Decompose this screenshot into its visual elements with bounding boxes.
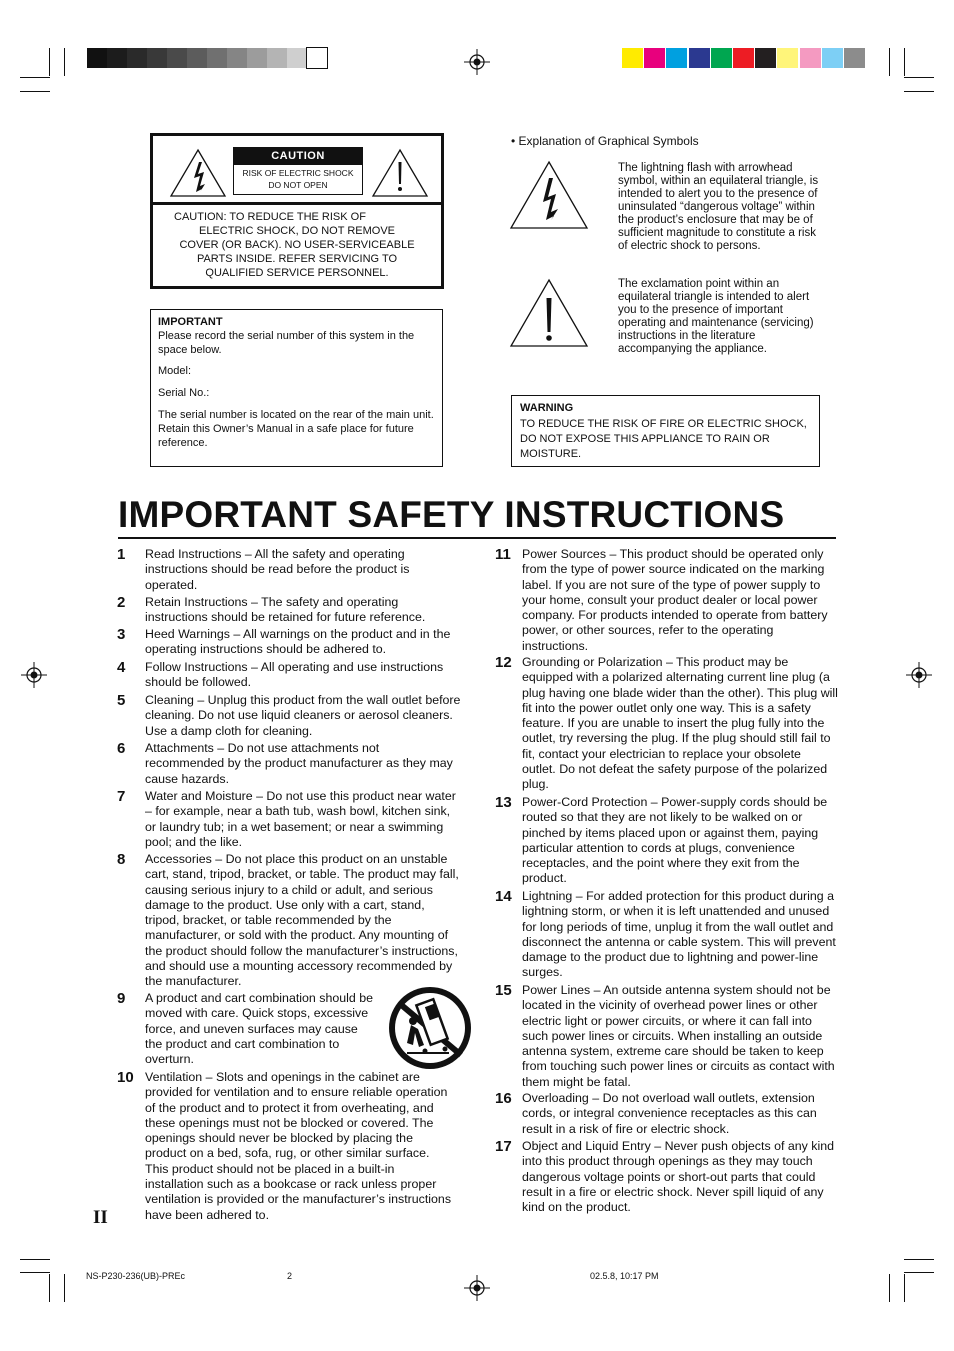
instruction-number: 6: [117, 740, 126, 757]
title-divider: [118, 537, 836, 539]
registration-mark-icon: [464, 1275, 490, 1301]
retain-manual-text: Retain this Owner’s Manual in a safe place for future reference.: [158, 423, 414, 449]
instruction-text: Grounding or Polarization – This product may be equipped with a polarized alternating current line plug (a plug having one blade wider than the other). This plug will fit into the power outlet only one way. This is a safety feature. If you are unable to insert the plug fully into the outlet, try reversing the plug. If the plug should still fail to fit, contact your electrician to replace your obsolete outlet. Do not defeat the safety purpose of the polarized plug.: [522, 655, 838, 792]
instruction-number: 1: [117, 546, 126, 563]
color-swatch: [733, 48, 754, 68]
registration-mark-icon: [906, 662, 932, 688]
caution-box: [150, 133, 444, 289]
color-swatch: [107, 48, 127, 68]
instruction-number: 16: [495, 1090, 512, 1107]
instruction-number: 5: [117, 692, 126, 709]
instruction-text: Water and Moisture – Do not use this product near water – for example, near a bath tub, wash bowl, kitchen sink, or laundry tub; in a wet basement; or near a swimming pool; and the like.: [145, 789, 456, 849]
caution-label: [233, 147, 363, 195]
caution-sub-line: DO NOT OPEN: [268, 180, 328, 190]
color-swatch: [167, 48, 187, 68]
exclamation-symbol-explanation: The exclamation point within an equilateral triangle is intended to alert you to the presence of important operating and maintenance (servicing) instructions in the literature accompanying the appliance.: [618, 278, 814, 355]
caution-text-line: PARTS INSIDE. REFER SERVICING TO: [196, 253, 398, 265]
footer-page-number: 2: [287, 1271, 293, 1281]
caution-text-line: ELECTRIC SHOCK, DO NOT REMOVE: [199, 225, 395, 237]
color-swatch: [822, 48, 843, 68]
instruction-text: Accessories – Do not place this product on an unstable cart, stand, tripod, bracket, or table. The product may fall, causing serious injury to a child or adult, and serious damage to the product. Use only with a cart, stand, tripod, bracket, or table recommended by the manufacturer, or sold with the product. Any mounting of the product should follow the manufacturer’s instructions, and should use a mounting accessory recommended by the manufacturer.: [145, 852, 459, 989]
instruction-number: 15: [495, 982, 512, 999]
instruction-text: Retain Instructions – The safety and operating instructions should be retained for future reference.: [145, 595, 426, 625]
color-swatch: [777, 48, 798, 68]
instruction-text: A product and cart combination should be moved with care. Quick stops, excessive force, and uneven surfaces may cause the product and cart combination to overturn.: [145, 991, 373, 1067]
color-swatch: [247, 48, 267, 68]
caution-text-line: CAUTION: TO REDUCE THE RISK OF: [174, 211, 366, 223]
serial-field-label: Serial No.:: [158, 387, 210, 399]
instruction-number: 7: [117, 788, 126, 805]
instruction-number: 11: [495, 546, 511, 563]
instruction-text: Power Sources – This product should be operated only from the type of power source indicated on the marking label. If you are not sure of the type of power supply to your home, consult your product dealer or local power company. For products intended to operate from battery power, or other sources, refer to the operating instructions.: [522, 547, 828, 653]
exclamation-warning-icon: [371, 148, 429, 198]
warning-heading: WARNING: [520, 402, 574, 414]
important-heading: IMPORTANT: [158, 316, 223, 328]
serial-location-text: The serial number is located on the rear of the main unit.: [158, 409, 434, 421]
instruction-number: 12: [495, 654, 512, 671]
footer-document-code: NS-P230-236(UB)-PREc: [86, 1271, 186, 1281]
color-swatch: [622, 48, 643, 68]
color-swatch: [207, 48, 227, 68]
instruction-text: Heed Warnings – All warnings on the product and in the operating instructions should be adhered to.: [145, 627, 451, 657]
instruction-number: 4: [117, 659, 126, 676]
instruction-text: Object and Liquid Entry – Never push objects of any kind into this product through openings as they may touch dangerous voltage points or short-out parts that could result in a fire or electric shock. Never spill liquid of any kind on the product.: [522, 1139, 835, 1215]
color-swatch: [307, 48, 327, 68]
important-record-text: Please record the serial number of this system in the space below.: [158, 330, 415, 356]
color-swatch: [87, 48, 107, 68]
lightning-symbol-explanation: The lightning flash with arrowhead symbol, within an equilateral triangle, is intended to alert you to the presence of uninsulated “dangerous voltage” within the product’s enclosure that may be of sufficient magnitude to constitute a risk of electric shock to persons.: [618, 162, 819, 252]
caution-text-line: COVER (OR BACK). NO USER-SERVICEABLE: [179, 239, 415, 251]
instruction-text: Lightning – For added protection for this product during a lightning storm, or when it is left unattended and unused for long periods of time, unplug it from the wall outlet and disconnect the antenna or cable system. This will prevent damage to the product due to lightning and power-line surges.: [522, 889, 836, 980]
cart-tip-over-icon: [387, 985, 473, 1071]
caution-text: [153, 210, 441, 280]
symbols-heading: • Explanation of Graphical Symbols: [511, 134, 699, 148]
caution-sub-line: RISK OF ELECTRIC SHOCK: [242, 168, 354, 178]
footer-timestamp: 02.5.8, 10:17 PM: [590, 1271, 659, 1281]
color-swatch: [844, 48, 865, 68]
lightning-warning-icon: [509, 160, 589, 230]
color-swatch: [666, 48, 687, 68]
lightning-warning-icon: [169, 148, 227, 198]
instruction-text: Follow Instructions – All operating and use instructions should be followed.: [145, 660, 444, 690]
color-swatch: [755, 48, 776, 68]
instruction-text: Power Lines – An outside antenna system should not be located in the vicinity of overhead power lines or other electric light or power circuits, or where it can fall into such power lines or circuits. When installing an outside antenna system, extreme care should be taken to keep from touching such power lines or circuits as contact with them might be fatal.: [522, 983, 835, 1089]
instruction-number: 14: [495, 888, 512, 905]
instruction-number: 8: [117, 851, 126, 868]
color-swatch: [267, 48, 287, 68]
instruction-text: Power-Cord Protection – Power-supply cords should be routed so that they are not likely to be walked on or pinched by items placed upon or against them, paying particular attention to cords at plugs, convenience receptacles, and the point where they exit from the product.: [522, 795, 828, 886]
warning-text: TO REDUCE THE RISK OF FIRE OR ELECTRIC SHOCK, DO NOT EXPOSE THIS APPLIANCE TO RAIN OR MOISTURE.: [520, 418, 807, 460]
model-field-label: Model:: [158, 365, 192, 377]
instruction-text: Attachments – Do not use attachments not recommended by the product manufacturer as they may cause hazards.: [145, 741, 453, 786]
warning-box: [511, 395, 820, 467]
page-number-label: II: [93, 1207, 108, 1228]
color-swatch: [227, 48, 247, 68]
color-swatch: [287, 48, 307, 68]
color-swatch: [711, 48, 732, 68]
color-swatch: [644, 48, 665, 68]
important-box: [150, 309, 443, 467]
instruction-number: 10: [117, 1069, 134, 1086]
exclamation-warning-icon: [509, 278, 589, 348]
registration-mark-icon: [21, 662, 47, 688]
color-swatch: [800, 48, 821, 68]
instruction-number: 13: [495, 794, 512, 811]
caution-title: CAUTION: [234, 148, 362, 165]
instruction-text: Overloading – Do not overload wall outlets, extension cords, or integral convenience receptacles as this can result in a risk of fire or electric shock.: [522, 1091, 817, 1136]
instruction-number: 2: [117, 594, 126, 611]
instruction-text: Ventilation – Slots and openings in the cabinet are provided for ventilation and to ensure reliable operation of the product and to protect it from overheating, and these openings must not be blocked or covered. The openings should never be blocked by placing the product on a bed, sofa, rug, or other similar surface. This product should not be placed in a built-in installation such as a bookcase or rack unless proper ventilation is provided or the manufacturer’s instructions have been adhered to.: [145, 1070, 452, 1222]
instruction-text: Read Instructions – All the safety and operating instructions should be read before the product is operated.: [145, 547, 410, 592]
page-title: IMPORTANT SAFETY INSTRUCTIONS: [118, 494, 785, 535]
registration-mark-icon: [464, 49, 490, 75]
color-swatch: [689, 48, 710, 68]
color-swatch: [127, 48, 147, 68]
color-swatch: [187, 48, 207, 68]
caution-text-line: QUALIFIED SERVICE PERSONNEL.: [205, 267, 389, 279]
color-swatch: [147, 48, 167, 68]
instruction-number: 9: [117, 990, 126, 1007]
caution-header: [153, 136, 441, 205]
instruction-number: 3: [117, 626, 126, 643]
instruction-number: 17: [495, 1138, 512, 1155]
instruction-text: Cleaning – Unplug this product from the wall outlet before cleaning. Do not use liquid cleaners or aerosol cleaners. Use a damp cloth for cleaning.: [145, 693, 461, 738]
